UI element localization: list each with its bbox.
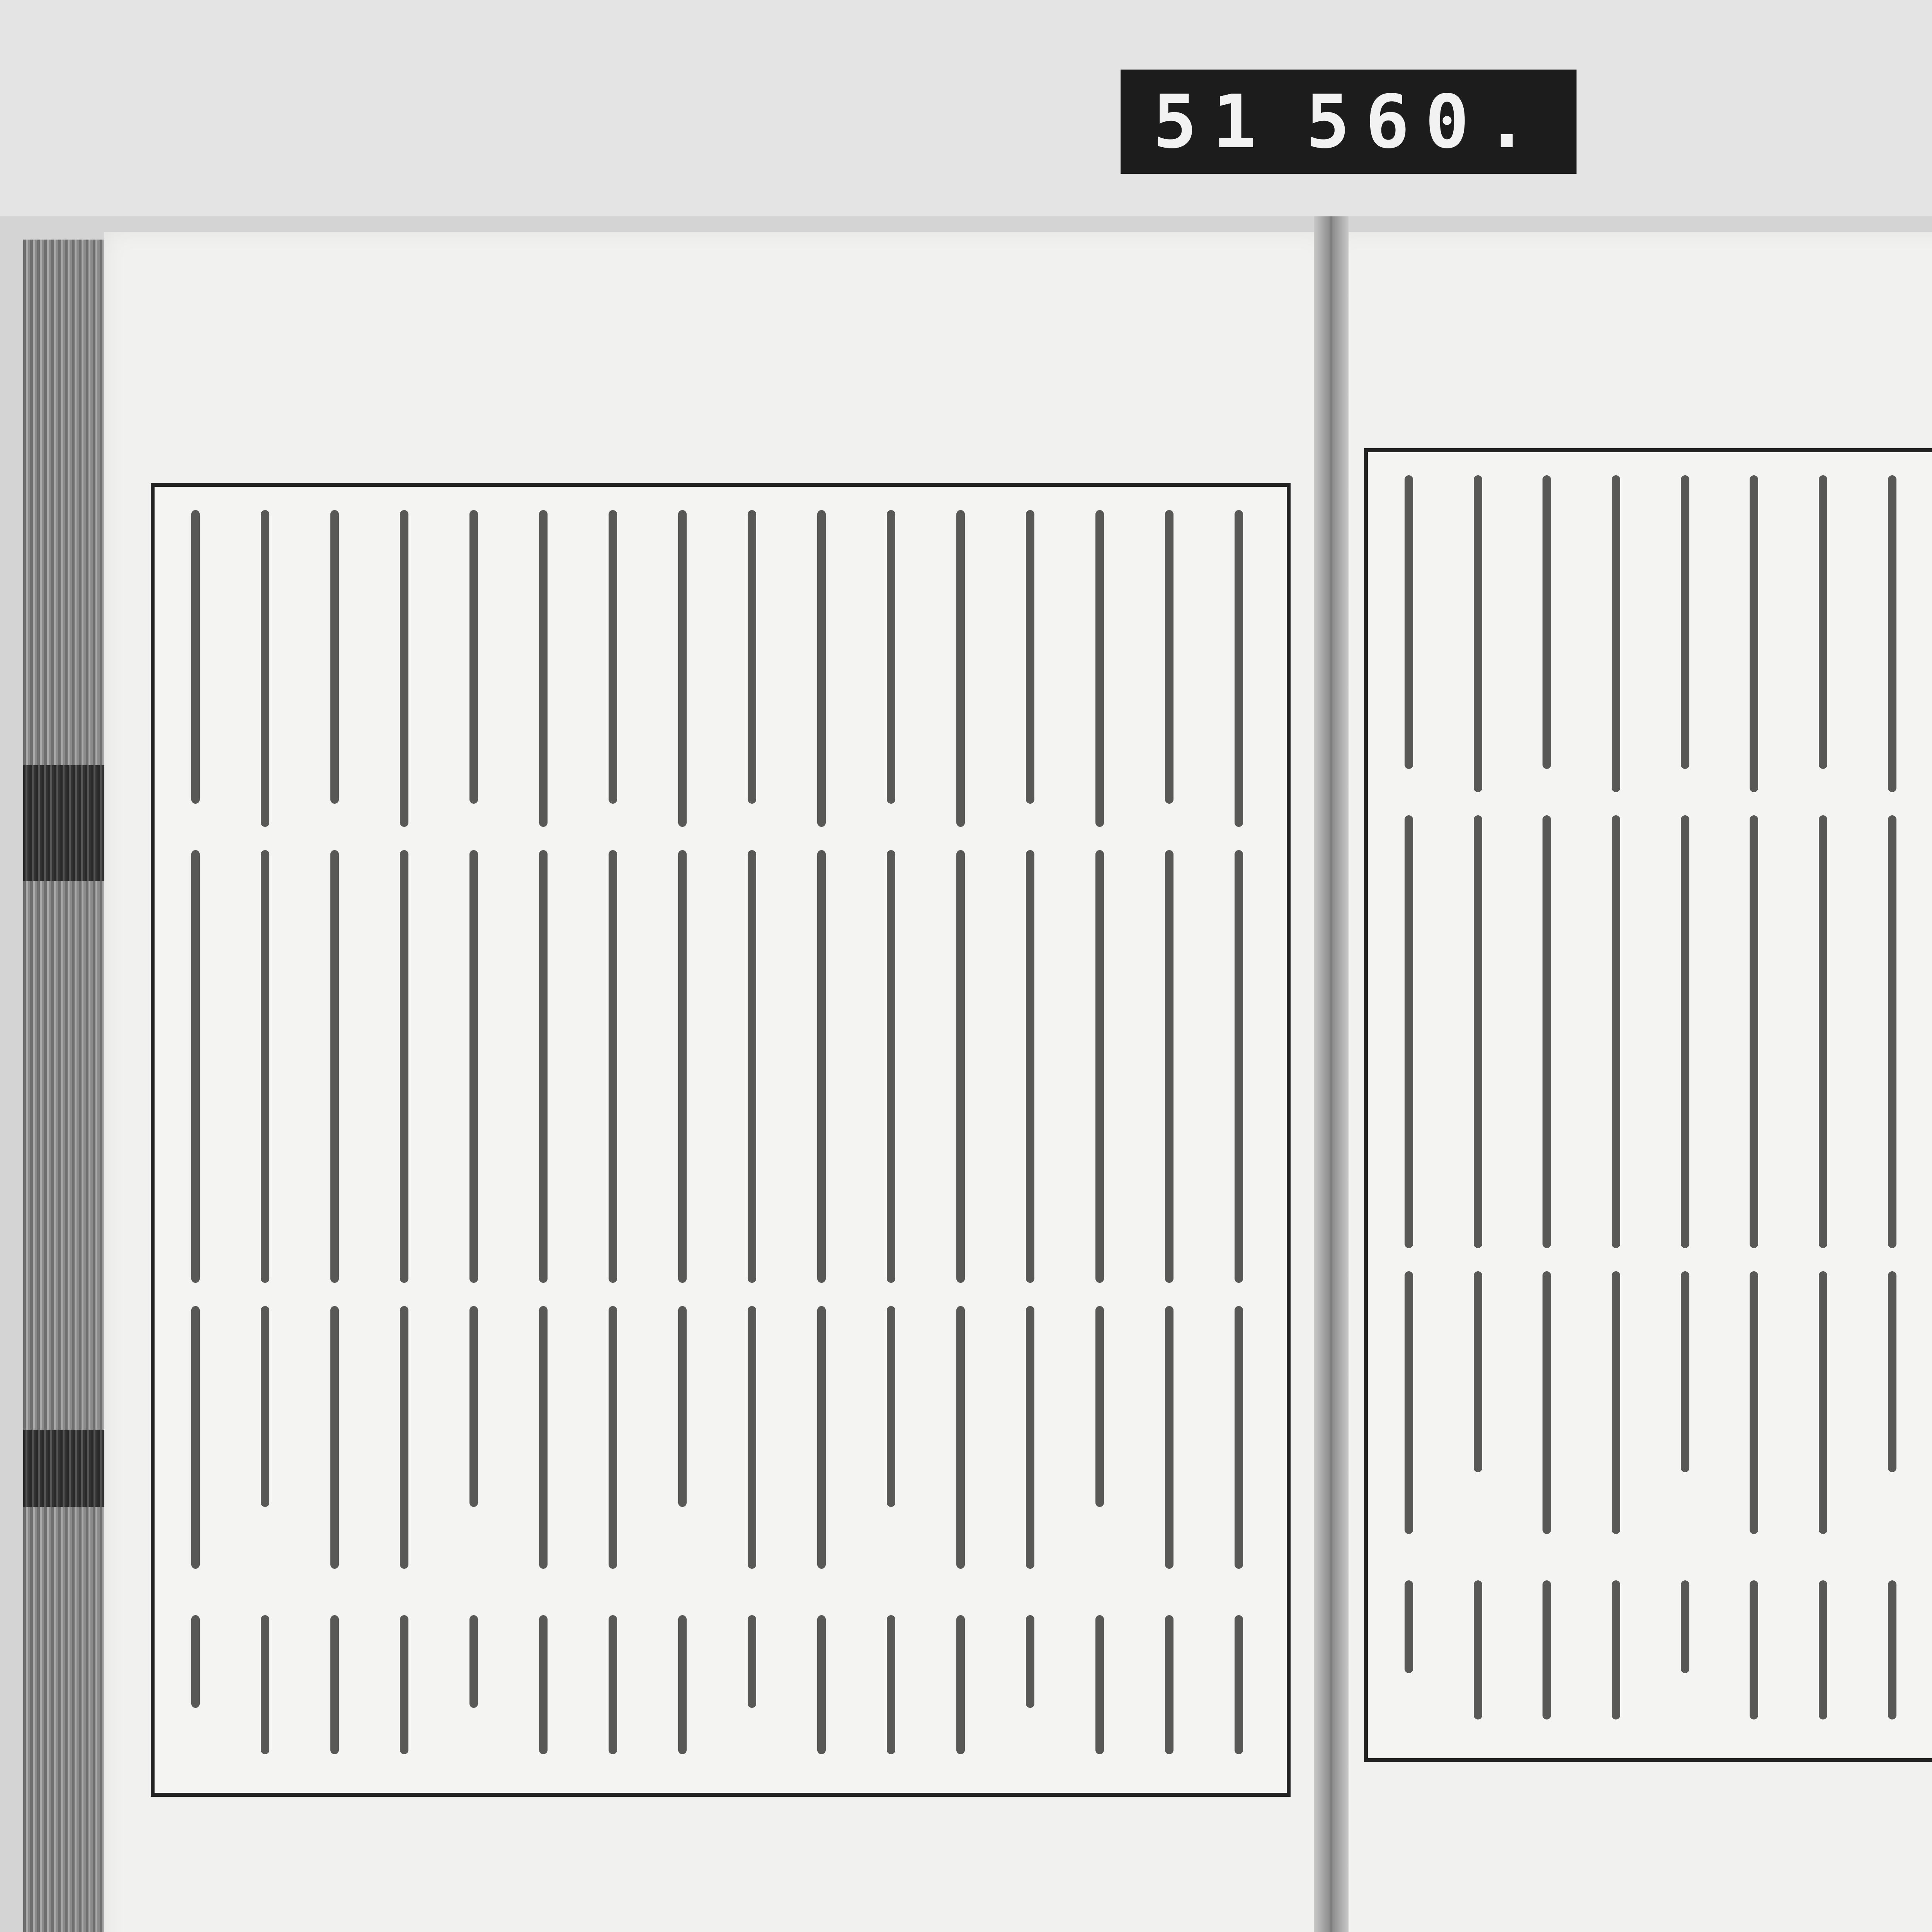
handwritten-stroke (261, 1615, 269, 1754)
handwritten-stroke (1474, 1271, 1482, 1472)
handwritten-stroke (469, 1306, 478, 1507)
handwritten-stroke (469, 850, 478, 1283)
left-text-column (1074, 502, 1132, 1777)
handwritten-stroke (1888, 1271, 1896, 1472)
handwritten-stroke (1819, 1580, 1827, 1719)
handwritten-stroke (1543, 1580, 1551, 1719)
handwritten-stroke (817, 1615, 826, 1754)
scan-background-top (0, 0, 1932, 216)
handwritten-stroke (609, 1306, 617, 1569)
handwritten-stroke (191, 1615, 200, 1708)
handwritten-stroke (817, 850, 826, 1283)
handwritten-stroke (261, 510, 269, 827)
handwritten-stroke (1888, 1580, 1896, 1719)
right-text-column (1728, 468, 1786, 1743)
right-text-columns (1383, 468, 1932, 1743)
handwritten-stroke (1474, 815, 1482, 1248)
handwritten-stroke (956, 850, 965, 1283)
handwritten-stroke (1026, 1306, 1034, 1569)
handwritten-stroke (1543, 1271, 1551, 1534)
left-text-column (796, 502, 854, 1777)
handwritten-stroke (1819, 815, 1827, 1248)
handwritten-stroke (1026, 1615, 1034, 1708)
handwritten-stroke (1888, 815, 1896, 1248)
handwritten-stroke (1095, 1615, 1104, 1754)
handwritten-stroke (469, 1615, 478, 1708)
handwritten-stroke (1405, 1580, 1413, 1673)
handwritten-stroke (1095, 1306, 1104, 1507)
handwritten-stroke (1405, 815, 1413, 1248)
handwritten-stroke (817, 510, 826, 827)
handwritten-stroke (539, 510, 548, 827)
left-text-column (1213, 502, 1271, 1777)
handwritten-stroke (330, 510, 339, 804)
handwritten-stroke (1819, 1271, 1827, 1534)
handwritten-stroke (330, 1615, 339, 1754)
handwritten-stroke (1612, 1271, 1620, 1534)
right-text-column (1383, 468, 1441, 1743)
handwritten-stroke (887, 510, 895, 804)
handwritten-stroke (1819, 475, 1827, 769)
handwritten-stroke (678, 1306, 687, 1507)
handwritten-stroke (748, 1306, 756, 1569)
right-text-column (1660, 468, 1718, 1743)
handwritten-stroke (1095, 850, 1104, 1283)
handwritten-stroke (191, 1306, 200, 1569)
label-left-number: 51 (1153, 79, 1272, 165)
right-text-panel (1364, 448, 1932, 1762)
handwritten-stroke (1235, 510, 1243, 827)
left-text-column (726, 502, 784, 1777)
handwritten-stroke (261, 850, 269, 1283)
handwritten-stroke (887, 1306, 895, 1507)
handwritten-stroke (609, 850, 617, 1283)
left-text-column (587, 502, 645, 1777)
handwritten-stroke (539, 850, 548, 1283)
handwritten-stroke (609, 510, 617, 804)
handwritten-stroke (1165, 1306, 1173, 1569)
right-text-column (1521, 468, 1579, 1743)
handwritten-stroke (1543, 815, 1551, 1248)
right-text-column (1867, 468, 1925, 1743)
handwritten-stroke (330, 1306, 339, 1569)
handwritten-stroke (609, 1615, 617, 1754)
handwritten-stroke (1543, 475, 1551, 769)
book-gutter (1314, 216, 1349, 1932)
left-text-column (309, 502, 367, 1777)
left-text-panel (151, 483, 1291, 1797)
handwritten-stroke (1165, 1615, 1173, 1754)
handwritten-stroke (1235, 1615, 1243, 1754)
handwritten-stroke (1165, 510, 1173, 804)
handwritten-stroke (748, 510, 756, 804)
handwritten-stroke (887, 850, 895, 1283)
handwritten-stroke (1681, 1580, 1689, 1673)
left-text-column (379, 502, 437, 1777)
handwritten-stroke (956, 1615, 965, 1754)
handwritten-stroke (1405, 1271, 1413, 1534)
catalogue-label (1121, 70, 1577, 174)
right-text-column (1452, 468, 1510, 1743)
handwritten-stroke (678, 850, 687, 1283)
handwritten-stroke (678, 510, 687, 827)
handwritten-stroke (748, 1615, 756, 1708)
handwritten-stroke (1681, 815, 1689, 1248)
handwritten-stroke (400, 1615, 408, 1754)
handwritten-stroke (1612, 475, 1620, 792)
handwritten-stroke (887, 1615, 895, 1754)
left-text-column (518, 502, 576, 1777)
left-text-column (1005, 502, 1063, 1777)
left-text-column (448, 502, 506, 1777)
handwritten-stroke (1095, 510, 1104, 827)
left-text-columns (170, 502, 1271, 1777)
handwritten-stroke (191, 850, 200, 1283)
right-text-column (1798, 468, 1855, 1743)
right-text-column (1590, 468, 1648, 1743)
handwritten-stroke (1474, 475, 1482, 792)
handwritten-stroke (400, 850, 408, 1283)
book-fore-edge-left (23, 240, 112, 1932)
handwritten-stroke (1750, 815, 1758, 1248)
handwritten-stroke (1750, 475, 1758, 792)
handwritten-stroke (1750, 1271, 1758, 1534)
handwritten-stroke (191, 510, 200, 804)
handwritten-stroke (400, 510, 408, 827)
handwritten-stroke (539, 1615, 548, 1754)
handwritten-stroke (748, 850, 756, 1283)
left-text-column (866, 502, 923, 1777)
handwritten-stroke (1165, 850, 1173, 1283)
handwritten-stroke (678, 1615, 687, 1754)
handwritten-stroke (1405, 475, 1413, 769)
label-right-number: 560. (1306, 79, 1544, 165)
handwritten-stroke (539, 1306, 548, 1569)
handwritten-stroke (1235, 850, 1243, 1283)
handwritten-stroke (1235, 1306, 1243, 1569)
handwritten-stroke (261, 1306, 269, 1507)
handwritten-stroke (956, 1306, 965, 1569)
handwritten-stroke (1612, 815, 1620, 1248)
handwritten-stroke (817, 1306, 826, 1569)
handwritten-stroke (1026, 510, 1034, 804)
handwritten-stroke (1474, 1580, 1482, 1719)
edge-tab-left-text (35, 769, 89, 877)
handwritten-stroke (469, 510, 478, 804)
left-text-column (935, 502, 993, 1777)
handwritten-stroke (1681, 1271, 1689, 1472)
handwritten-stroke (400, 1306, 408, 1569)
handwritten-stroke (1612, 1580, 1620, 1719)
handwritten-stroke (1750, 1580, 1758, 1719)
handwritten-stroke (1888, 475, 1896, 792)
handwritten-stroke (1026, 850, 1034, 1283)
left-text-column (170, 502, 228, 1777)
handwritten-stroke (1681, 475, 1689, 769)
left-text-column (1144, 502, 1202, 1777)
left-text-column (657, 502, 715, 1777)
handwritten-stroke (956, 510, 965, 827)
handwritten-stroke (330, 850, 339, 1283)
left-text-column (240, 502, 298, 1777)
